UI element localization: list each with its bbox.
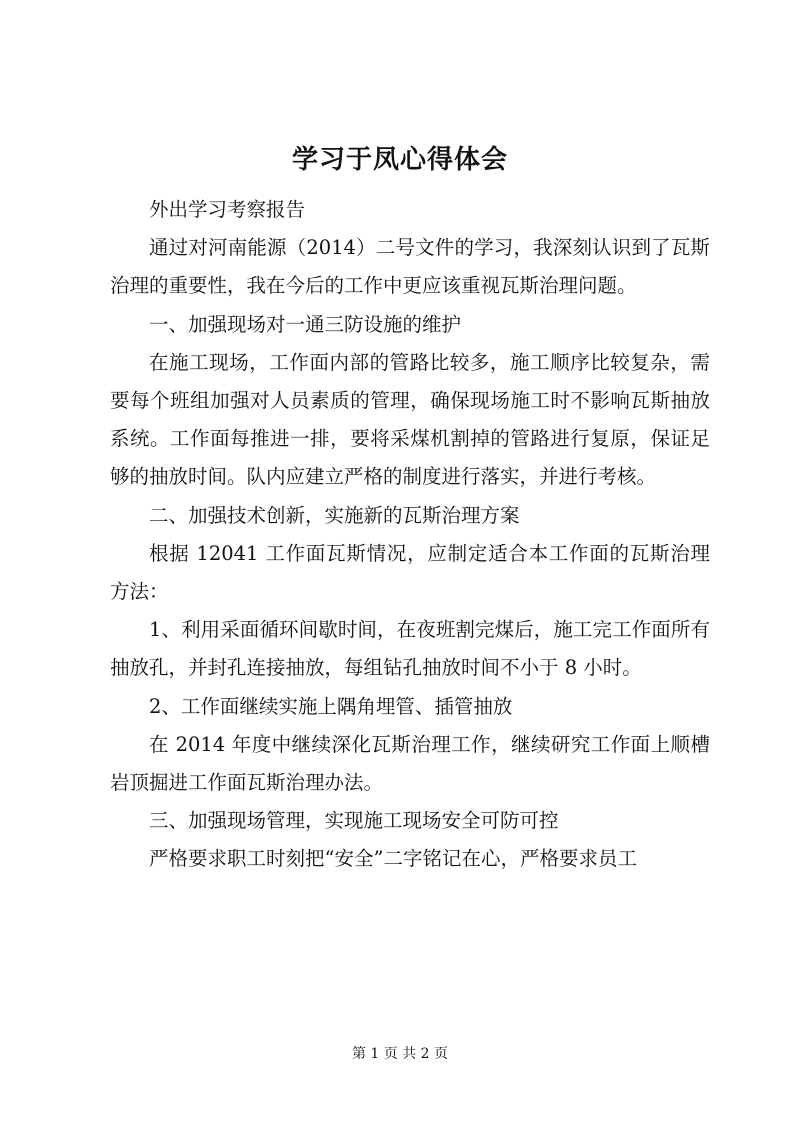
paragraph-report-heading: 外出学习考察报告 — [149, 198, 306, 221]
document-title: 学习于凤心得体会 — [291, 145, 508, 175]
paragraph-section-3: 严格要求职工时刻把“安全”二字铭记在心，严格要求员工 — [149, 847, 637, 871]
paragraph-section-2: 根据 12041 工作面瓦斯情况，应制定适合本工作面的瓦斯治理方法： — [110, 541, 710, 604]
paragraph-list-item-2-detail: 在 2014 年度中继续深化瓦斯治理工作，继续研究工作面上顺槽岩顶掘进工作面瓦斯治理办法。 — [110, 732, 710, 795]
list-item-1: 1、利用采面循环间歇时间，在夜班割完煤后，施工完工作面所有抽放孔，并封孔连接抽放，每组钻孔抽放时间不小于 8 小时。 — [110, 618, 710, 680]
document-body — [110, 191, 710, 879]
paragraph-intro: 通过对河南能源（2014）二号文件的学习，我深刻认识到了瓦斯治理的重要性，我在今后的工作中更应该重视瓦斯治理问题。 — [110, 236, 710, 298]
paragraph-section-1: 在施工现场，工作面内部的管路比较多，施工顺序比较复杂，需要每个班组加强对人员素质的管理，确保现场施工时不影响瓦斯抽放系统。工作面每推进一排，要将采煤机割掉的管路进行复原，保证足够的抽放时间。队内应建立严格的制度进行落实，并进行考核。 — [110, 350, 710, 489]
section-heading-3: 三、加强现场管理，实现施工现场安全可防可控 — [149, 809, 559, 833]
section-heading-1: 一、加强现场对一通三防设施的维护 — [149, 312, 462, 336]
page-footer: 第 1 页 共 2 页 — [351, 1046, 449, 1062]
list-item-2: 2、工作面继续实施上隅角埋管、插管抽放 — [149, 694, 513, 718]
section-heading-2: 二、加强技术创新，实施新的瓦斯治理方案 — [149, 503, 520, 527]
